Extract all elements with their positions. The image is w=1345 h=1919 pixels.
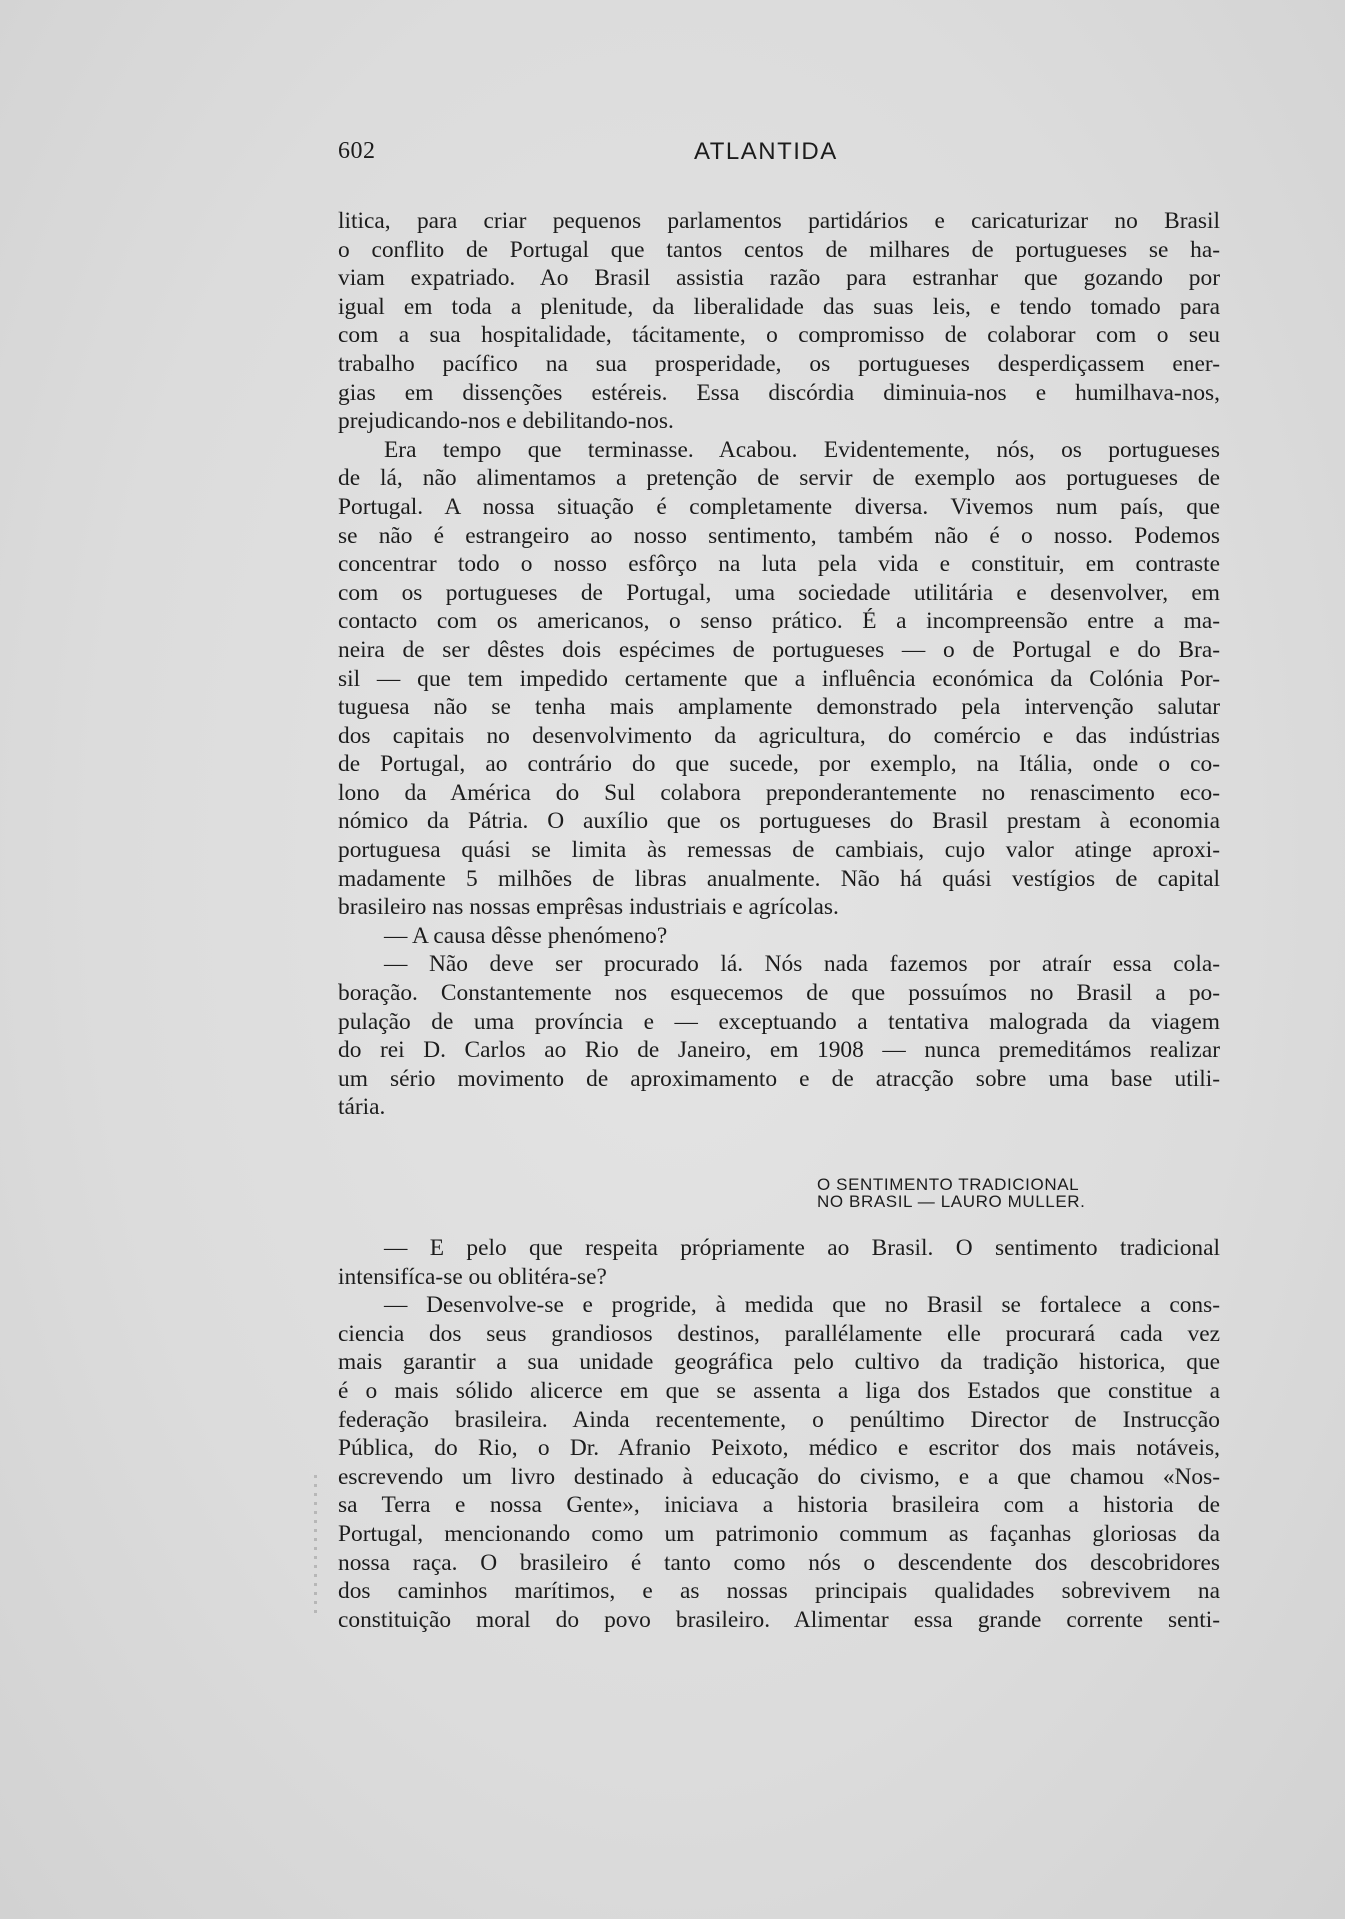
text-line: — Não deve ser procurado lá. Nós nada fazemos por atraír essa cola- [384,951,1220,978]
body-text-top [338,207,1220,1122]
body-text-bottom [338,1234,1220,1634]
text-line: sil — que tem impedido certamente que a influência económica da Colónia Por- [338,665,1220,692]
text-line: neira de ser dêstes dois espécimes de portugueses — o de Portugal e do Bra- [338,636,1220,663]
text-line: é o mais sólido alicerce em que se assenta a liga dos Estados que constitue a [338,1377,1220,1404]
text-line: litica, para criar pequenos parlamentos partidários e caricaturizar no Brasil [338,208,1220,234]
text-line: tuguesa não se tenha mais amplamente demonstrado pela intervenção salutar [338,694,1220,721]
text-line: dos capitais no desenvolvimento da agricultura, do comércio e das indústrias [338,722,1220,749]
text-line: dos caminhos marítimos, e as nossas principais qualidades sobrevivem na [338,1578,1220,1605]
text-line: sa Terra e nossa Gente», iniciava a historia brasileira com a historia de [338,1492,1220,1519]
text-line: de Portugal, ao contrário do que sucede, por exemplo, na Itália, onde o co- [338,751,1220,778]
page-header [338,138,1220,170]
text-line: nómico da Pátria. O auxílio que os portugueses do Brasil prestam à economia [338,808,1220,835]
text-line: um sério movimento de aproximamento e de atracção sobre uma base utili- [338,1065,1220,1092]
text-line: ciencia dos seus grandiosos destinos, parallélamente elle procurará cada vez [338,1320,1220,1347]
section-heading [817,1176,1217,1210]
text-line: nossa raça. O brasileiro é tanto como nós o descendente dos descobridores [338,1549,1220,1576]
text-line: mais garantir a sua unidade geográfica pelo cultivo da tradição historica, que [338,1349,1220,1376]
text-line: Pública, do Rio, o Dr. Afranio Peixoto, médico e escritor dos mais notáveis, [338,1435,1220,1462]
text-line: — A causa dêsse phenómeno? [384,922,668,949]
running-head: ATLANTIDA [694,138,838,165]
text-line: contacto com os americanos, o senso prático. É a incompreensão entre a ma- [338,608,1220,635]
text-line: Era tempo que terminasse. Acabou. Evidentemente, nós, os portugueses [384,436,1220,463]
text-line: intensifíca-se ou oblitéra-se? [338,1263,607,1290]
text-line: constituição moral do povo brasileiro. Alimentar essa grande corrente senti- [338,1606,1220,1633]
text-line: — Desenvolve-se e progride, à medida que no Brasil se fortalece a cons- [384,1292,1220,1319]
text-line: de lá, não alimentamos a pretenção de servir de exemplo aos portugueses de [338,465,1220,492]
text-line: do rei D. Carlos ao Rio de Janeiro, em 1908 — nunca premeditámos realizar [338,1037,1220,1064]
text-line: boração. Constantemente nos esquecemos de que possuímos no Brasil a po- [338,980,1220,1007]
text-line: gias em dissenções estéreis. Essa discórdia diminuia-nos e humilhava-nos, [338,379,1220,406]
text-line: prejudicando-nos e debilitando-nos. [338,408,674,435]
text-line: trabalho pacífico na sua prosperidade, os portugueses desperdiçassem ener- [338,350,1220,377]
text-line: com os portugueses de Portugal, uma sociedade utilitária e desenvolver, em [338,579,1220,606]
text-line: escrevendo um livro destinado à educação do civismo, e a que chamou «Nos- [338,1463,1220,1490]
page-number: 602 [338,138,376,164]
text-line: madamente 5 milhões de libras anualmente. Não há quási vestígios de capital [338,865,1220,892]
text-line: federação brasileira. Ainda recentemente, o penúltimo Director de Instrucção [338,1406,1220,1433]
text-line: com a sua hospitalidade, tácitamente, o compromisso de colaborar com o seu [338,322,1220,349]
text-line: lono da América do Sul colabora preponderantemente no renascimento eco- [338,779,1220,806]
text-line: viam expatriado. Ao Brasil assistia razão para estranhar que gozando por [338,265,1220,292]
text-line: brasileiro nas nossas emprêsas industriais e agrícolas. [338,894,839,921]
text-line: pulação de uma província e — exceptuando a tentativa malograda da viagem [338,1008,1220,1035]
text-line: se não é estrangeiro ao nosso sentimento, também não é o nosso. Podemos [338,522,1220,549]
text-line: o conflito de Portugal que tantos centos de milhares de portugueses se ha- [338,236,1220,263]
text-line: tária. [338,1094,386,1121]
text-line: Portugal. A nossa situação é completamente diversa. Vivemos num país, que [338,493,1220,520]
margin-specks [314,1475,317,1615]
text-line: concentrar todo o nosso esfôrço na luta pela vida e constituir, em contraste [338,551,1220,578]
text-line: igual em toda a plenitude, da liberalidade das suas leis, e tendo tomado para [338,293,1220,320]
text-line: Portugal, mencionando como um patrimonio commum as façanhas gloriosas da [338,1520,1220,1547]
section-heading-line: NO BRASIL — LAURO MULLER. [817,1192,1086,1211]
text-line: — E pelo que respeita própriamente ao Brasil. O sentimento tradicional [384,1235,1220,1261]
section-heading-line: O SENTIMENTO TRADICIONAL [817,1175,1080,1194]
text-line: portuguesa quási se limita às remessas de cambiais, cujo valor atinge aproxi- [338,837,1220,864]
